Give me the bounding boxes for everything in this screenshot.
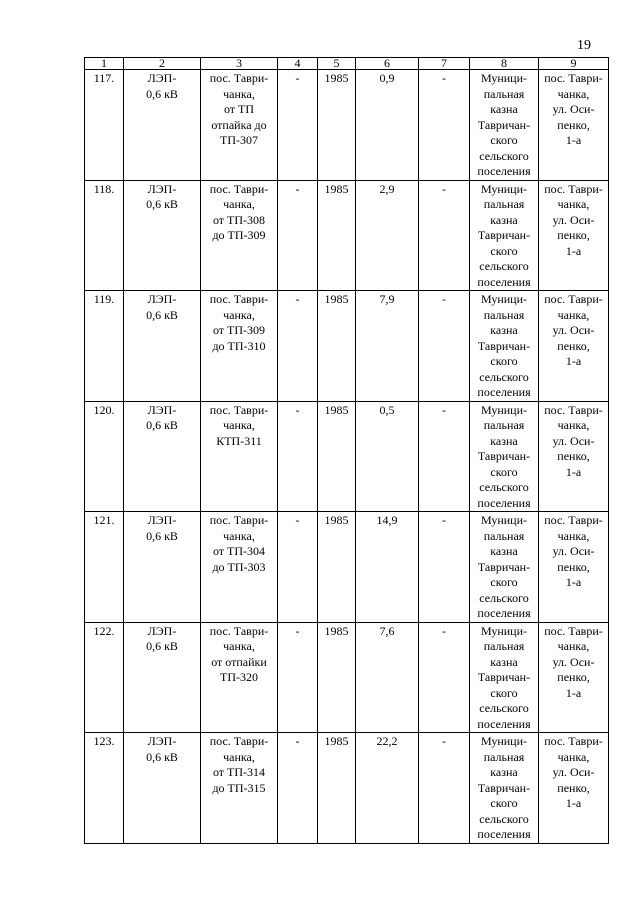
- row-number-cell: 120.: [85, 401, 124, 512]
- table-row: [85, 512, 609, 623]
- length-cell: 22,2: [356, 733, 419, 844]
- length-cell: 0,9: [356, 70, 419, 181]
- table-row: [85, 622, 609, 733]
- line-name-cell: ЛЭП- 0,6 кВ: [124, 401, 201, 512]
- column-7-cell: -: [419, 70, 470, 181]
- line-name-cell: ЛЭП- 0,6 кВ: [124, 733, 201, 844]
- location-cell: пос. Таври- чанка, от ТП-304 до ТП-303: [201, 512, 278, 623]
- address-cell: пос. Таври- чанка, ул. Оси- пенко, 1-а: [539, 291, 609, 402]
- column-header-5: 5: [318, 58, 356, 70]
- registry-table: [84, 57, 609, 844]
- column-7-cell: -: [419, 512, 470, 623]
- row-number-cell: 119.: [85, 291, 124, 402]
- length-cell: 0,5: [356, 401, 419, 512]
- page-number: 19: [577, 38, 591, 53]
- address-cell: пос. Таври- чанка, ул. Оси- пенко, 1-а: [539, 512, 609, 623]
- owner-cell: Муници- пальная казна Тавричан- ского сельского поселения: [470, 401, 539, 512]
- column-4-cell: -: [278, 291, 318, 402]
- year-cell: 1985: [318, 512, 356, 623]
- location-cell: пос. Таври- чанка, от ТП-308 до ТП-309: [201, 180, 278, 291]
- line-name-cell: ЛЭП- 0,6 кВ: [124, 180, 201, 291]
- column-7-cell: -: [419, 622, 470, 733]
- owner-cell: Муници- пальная казна Тавричан- ского сельского поселения: [470, 512, 539, 623]
- column-4-cell: -: [278, 70, 318, 181]
- year-cell: 1985: [318, 622, 356, 733]
- row-number-cell: 122.: [85, 622, 124, 733]
- length-cell: 7,6: [356, 622, 419, 733]
- table-row: [85, 291, 609, 402]
- column-header-1: 1: [85, 58, 124, 70]
- row-number-cell: 117.: [85, 70, 124, 181]
- column-7-cell: -: [419, 180, 470, 291]
- address-cell: пос. Таври- чанка, ул. Оси- пенко, 1-а: [539, 733, 609, 844]
- length-cell: 7,9: [356, 291, 419, 402]
- column-header-9: 9: [539, 58, 609, 70]
- address-cell: пос. Таври- чанка, ул. Оси- пенко, 1-а: [539, 401, 609, 512]
- owner-cell: Муници- пальная казна Тавричан- ского сельского поселения: [470, 291, 539, 402]
- header-row: [85, 58, 609, 70]
- owner-cell: Муници- пальная казна Тавричан- ского сельского поселения: [470, 180, 539, 291]
- location-cell: пос. Таври- чанка, КТП-311: [201, 401, 278, 512]
- column-header-2: 2: [124, 58, 201, 70]
- length-cell: 14,9: [356, 512, 419, 623]
- column-4-cell: -: [278, 180, 318, 291]
- address-cell: пос. Таври- чанка, ул. Оси- пенко, 1-а: [539, 70, 609, 181]
- year-cell: 1985: [318, 291, 356, 402]
- location-cell: пос. Таври- чанка, от ТП отпайка до ТП-307: [201, 70, 278, 181]
- row-number-cell: 118.: [85, 180, 124, 291]
- column-7-cell: -: [419, 291, 470, 402]
- column-header-6: 6: [356, 58, 419, 70]
- line-name-cell: ЛЭП- 0,6 кВ: [124, 291, 201, 402]
- line-name-cell: ЛЭП- 0,6 кВ: [124, 70, 201, 181]
- location-cell: пос. Таври- чанка, от отпайки ТП-320: [201, 622, 278, 733]
- column-4-cell: -: [278, 401, 318, 512]
- table-row: [85, 401, 609, 512]
- owner-cell: Муници- пальная казна Тавричан- ского сельского поселения: [470, 70, 539, 181]
- table-row: [85, 180, 609, 291]
- owner-cell: Муници- пальная казна Тавричан- ского сельского поселения: [470, 622, 539, 733]
- column-7-cell: -: [419, 401, 470, 512]
- column-4-cell: -: [278, 622, 318, 733]
- row-number-cell: 121.: [85, 512, 124, 623]
- column-7-cell: -: [419, 733, 470, 844]
- location-cell: пос. Таври- чанка, от ТП-309 до ТП-310: [201, 291, 278, 402]
- column-header-8: 8: [470, 58, 539, 70]
- address-cell: пос. Таври- чанка, ул. Оси- пенко, 1-а: [539, 180, 609, 291]
- table-row: [85, 733, 609, 844]
- location-cell: пос. Таври- чанка, от ТП-314 до ТП-315: [201, 733, 278, 844]
- column-4-cell: -: [278, 512, 318, 623]
- column-4-cell: -: [278, 733, 318, 844]
- line-name-cell: ЛЭП- 0,6 кВ: [124, 622, 201, 733]
- line-name-cell: ЛЭП- 0,6 кВ: [124, 512, 201, 623]
- year-cell: 1985: [318, 70, 356, 181]
- table-row: [85, 70, 609, 181]
- year-cell: 1985: [318, 733, 356, 844]
- year-cell: 1985: [318, 180, 356, 291]
- year-cell: 1985: [318, 401, 356, 512]
- length-cell: 2,9: [356, 180, 419, 291]
- column-header-3: 3: [201, 58, 278, 70]
- row-number-cell: 123.: [85, 733, 124, 844]
- column-header-4: 4: [278, 58, 318, 70]
- address-cell: пос. Таври- чанка, ул. Оси- пенко, 1-а: [539, 622, 609, 733]
- column-header-7: 7: [419, 58, 470, 70]
- owner-cell: Муници- пальная казна Тавричан- ского сельского поселения: [470, 733, 539, 844]
